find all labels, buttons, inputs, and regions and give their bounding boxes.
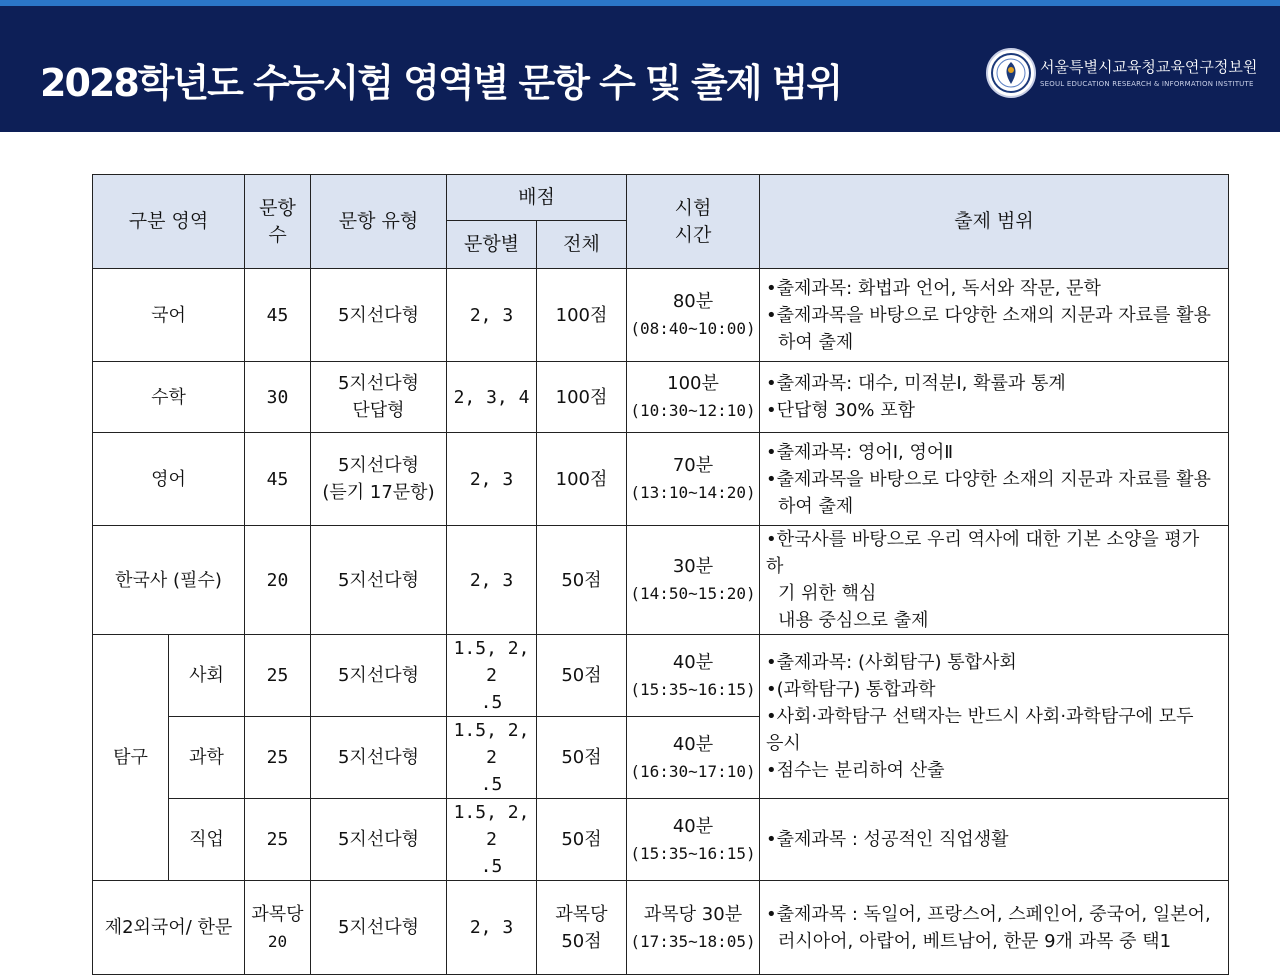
time-cell: 70분 (13:10~14:20)	[627, 433, 760, 526]
type-cell: 5지선다형	[311, 717, 447, 799]
type-cell: 5지선다형	[311, 526, 447, 635]
scope-cell: •출제과목 : 성공적인 직업생활	[760, 799, 1229, 881]
total-cell: 50점	[537, 635, 627, 717]
time-cell: 40분 (15:35~16:15)	[627, 635, 760, 717]
count-cell: 45	[245, 433, 311, 526]
institute-name-english: SEOUL EDUCATION RESEARCH & INFORMATION INSTITUTE	[1040, 80, 1254, 88]
total-cell: 50점	[537, 799, 627, 881]
count-cell: 30	[245, 362, 311, 433]
header-score-per-item: 문항별	[447, 221, 537, 269]
per-item-cell: 1.5, 2, 2 .5	[447, 635, 537, 717]
per-item-cell: 2, 3	[447, 269, 537, 362]
total-cell: 100점	[537, 362, 627, 433]
page-title: 2028학년도 수능시험 영역별 문항 수 및 출제 범위	[40, 61, 842, 105]
scope-cell: •출제과목: 대수, 미적분Ⅰ, 확률과 통계 •단답형 30% 포함	[760, 362, 1229, 433]
count-cell: 20	[245, 526, 311, 635]
table-row	[93, 799, 1229, 881]
header-time: 시험 시간	[627, 175, 760, 269]
header-type: 문항 유형	[311, 175, 447, 269]
type-cell: 5지선다형 (듣기 17문항)	[311, 433, 447, 526]
type-cell: 5지선다형 단답형	[311, 362, 447, 433]
area-cell: 한국사 (필수)	[93, 526, 245, 635]
table-row	[93, 881, 1229, 975]
time-cell: 40분 (16:30~17:10)	[627, 717, 760, 799]
header-area: 구분 영역	[93, 175, 245, 269]
per-item-cell: 2, 3	[447, 881, 537, 975]
table-row	[93, 433, 1229, 526]
count-cell: 25	[245, 799, 311, 881]
count-cell: 과목당 20	[245, 881, 311, 975]
header-scope: 출제 범위	[760, 175, 1229, 269]
type-cell: 5지선다형	[311, 799, 447, 881]
total-cell: 과목당 50점	[537, 881, 627, 975]
area-cell: 과학	[169, 717, 245, 799]
total-cell: 100점	[537, 269, 627, 362]
per-item-cell: 2, 3, 4	[447, 362, 537, 433]
scope-cell: •출제과목: (사회탐구) 통합사회 •(과학탐구) 통합과학 •사회·과학탐구 선택자는 반드시 사회·과학탐구에 모두 응시 •점수는 분리하여 산출	[760, 635, 1229, 799]
per-item-cell: 2, 3	[447, 526, 537, 635]
scope-cell: •한국사를 바탕으로 우리 역사에 대한 기본 소양을 평가 하 기 위한 핵심 내용 중심으로 출제	[760, 526, 1229, 635]
area-cell: 수학	[93, 362, 245, 433]
total-cell: 100점	[537, 433, 627, 526]
header-score-total: 전체	[537, 221, 627, 269]
per-item-cell: 1.5, 2, 2 .5	[447, 717, 537, 799]
institute-name: 서울특별시교육청교육연구정보원	[1040, 58, 1258, 76]
area-cell: 직업	[169, 799, 245, 881]
per-item-cell: 2, 3	[447, 433, 537, 526]
area-cell: 국어	[93, 269, 245, 362]
group-cell-inquiry: 탐구	[93, 635, 169, 881]
time-cell: 과목당 30분 (17:35~18:05)	[627, 881, 760, 975]
area-cell: 사회	[169, 635, 245, 717]
scope-cell: •출제과목: 화법과 언어, 독서와 작문, 문학 •출제과목을 바탕으로 다양한 소재의 지문과 자료를 활용 하여 출제	[760, 269, 1229, 362]
per-item-cell: 1.5, 2, 2 .5	[447, 799, 537, 881]
scope-cell: •출제과목: 영어Ⅰ, 영어Ⅱ •출제과목을 바탕으로 다양한 소재의 지문과 자료를 활용 하여 출제	[760, 433, 1229, 526]
area-cell: 제2외국어/ 한문	[93, 881, 245, 975]
scope-cell: •출제과목 : 독일어, 프랑스어, 스페인어, 중국어, 일본어, 러시아어, 아랍어, 베트남어, 한문 9개 과목 중 택1	[760, 881, 1229, 975]
table-row	[93, 635, 1229, 717]
header-count: 문항 수	[245, 175, 311, 269]
type-cell: 5지선다형	[311, 881, 447, 975]
type-cell: 5지선다형	[311, 269, 447, 362]
time-cell: 40분 (15:35~16:15)	[627, 799, 760, 881]
time-cell: 100분 (10:30~12:10)	[627, 362, 760, 433]
table-row	[93, 526, 1229, 635]
time-cell: 80분 (08:40~10:00)	[627, 269, 760, 362]
count-cell: 25	[245, 635, 311, 717]
type-cell: 5지선다형	[311, 635, 447, 717]
header-score: 배점	[447, 175, 627, 221]
total-cell: 50점	[537, 717, 627, 799]
table-row	[93, 269, 1229, 362]
table-row	[93, 362, 1229, 433]
total-cell: 50점	[537, 526, 627, 635]
time-cell: 30분 (14:50~15:20)	[627, 526, 760, 635]
area-cell: 영어	[93, 433, 245, 526]
institute-logo-icon	[986, 48, 1036, 98]
count-cell: 25	[245, 717, 311, 799]
exam-scope-table	[92, 174, 1229, 975]
count-cell: 45	[245, 269, 311, 362]
